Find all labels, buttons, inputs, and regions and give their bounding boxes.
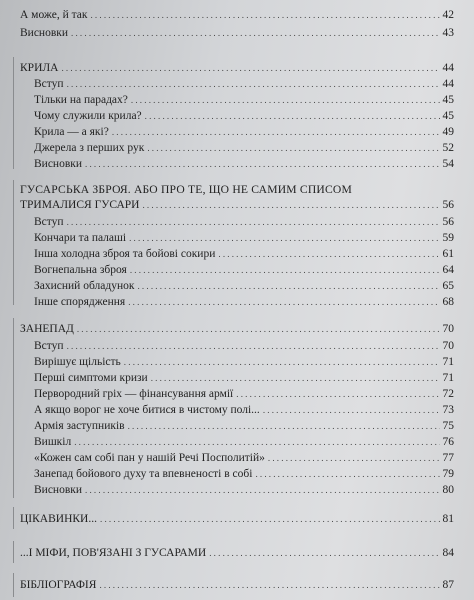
section-title: БІБЛІОГРАФІЯ	[20, 579, 97, 591]
bracket-rule-vertical	[13, 573, 14, 597]
leader-dots	[145, 109, 440, 123]
section-heading-myths	[20, 546, 454, 560]
entry-page: 72	[442, 388, 454, 400]
bracket-rule-vertical	[13, 318, 14, 498]
section-page: 70	[442, 323, 454, 335]
section-title: ЦІКАВИНКИ...	[20, 513, 97, 525]
toc-entry	[34, 467, 454, 481]
toc-entry	[34, 93, 454, 107]
entry-page: 75	[442, 420, 454, 432]
toc-entry	[34, 231, 454, 245]
toc-entry	[34, 279, 454, 293]
leader-dots	[71, 26, 439, 40]
entry-page: 52	[442, 142, 454, 154]
leader-dots	[142, 198, 439, 212]
leader-dots	[99, 578, 439, 592]
leader-dots	[137, 279, 439, 293]
section-page: 44	[442, 62, 454, 74]
entry-page: 64	[442, 264, 454, 276]
entry-page: 80	[442, 484, 454, 496]
toc-entry	[34, 419, 454, 433]
entry-page: 71	[442, 356, 454, 368]
entry-page: 71	[442, 372, 454, 384]
entry-page: 54	[442, 158, 454, 170]
entry-title: Крила — а які?	[34, 126, 109, 138]
entry-page: 44	[442, 78, 454, 90]
toc-entry	[20, 8, 454, 22]
entry-page: 45	[442, 110, 454, 122]
section-page: 81	[442, 513, 454, 525]
leader-dots	[151, 371, 440, 385]
section-heading-weapons	[20, 198, 454, 212]
toc-entry	[34, 141, 454, 155]
entry-page: 70	[442, 340, 454, 352]
entry-title: А може, й так	[20, 9, 88, 21]
bracket-rule-vertical	[13, 541, 14, 563]
section-title: КРИЛА	[20, 62, 59, 74]
toc-entry	[34, 371, 454, 385]
leader-dots	[218, 247, 439, 261]
entry-title: Вступ	[34, 340, 64, 352]
entry-title: «Кожен сам собі пан у нашій Речі Посполитій»	[34, 452, 265, 464]
toc-entry	[34, 339, 454, 353]
entry-title: Вступ	[34, 216, 64, 228]
entry-title: Джерела з перших рук	[34, 142, 145, 154]
entry-title: Вишкіл	[34, 436, 72, 448]
leader-dots	[67, 215, 440, 229]
entry-page: 68	[442, 296, 454, 308]
leader-dots	[147, 141, 439, 155]
leader-dots	[67, 339, 440, 353]
section-title: ...І МІФИ, ПОВ'ЯЗАНІ З ГУСАРАМИ	[20, 547, 207, 559]
leader-dots	[128, 419, 440, 433]
toc-entry	[34, 387, 454, 401]
toc-entry	[34, 215, 454, 229]
leader-dots	[255, 467, 439, 481]
toc-entry	[34, 125, 454, 139]
entry-page: 65	[442, 280, 454, 292]
section-page: 84	[442, 547, 454, 559]
toc-entry	[34, 157, 454, 171]
section-heading-line1: ГУСАРСЬКА ЗБРОЯ. АБО ПРО ТЕ, ЩО НЕ САМИМ СПИСОМ	[20, 183, 352, 196]
entry-page: 56	[442, 216, 454, 228]
toc-entry	[34, 77, 454, 91]
leader-dots	[77, 322, 440, 336]
entry-title: Первородний гріх — фінансування армії	[34, 388, 234, 400]
leader-dots	[129, 231, 439, 245]
leader-dots	[124, 355, 440, 369]
entry-title: Вирішує щільість	[34, 356, 121, 368]
entry-title: Інша холодна зброя та бойові сокири	[34, 248, 216, 260]
entry-page: 61	[442, 248, 454, 260]
section-heading-bibliography	[20, 578, 454, 592]
leader-dots	[131, 93, 440, 107]
entry-title: Висновки	[34, 158, 83, 170]
toc-entry	[34, 403, 454, 417]
entry-title: Перші симптоми кризи	[34, 372, 148, 384]
toc-entry	[34, 483, 454, 497]
section-page: 56	[442, 199, 454, 211]
entry-title: Кончари та палаші	[34, 232, 127, 244]
section-page: 87	[442, 579, 454, 591]
toc-entry	[34, 295, 454, 309]
bracket-rule-vertical	[13, 57, 14, 169]
leader-dots	[112, 125, 440, 139]
leader-dots	[268, 451, 440, 465]
leader-dots	[74, 435, 439, 449]
entry-page: 77	[442, 452, 454, 464]
leader-dots	[100, 512, 440, 526]
entry-page: 45	[442, 94, 454, 106]
toc-entry	[34, 109, 454, 123]
leader-dots	[67, 77, 440, 91]
entry-title: Вступ	[34, 78, 64, 90]
leader-dots	[61, 61, 439, 75]
entry-page: 43	[442, 27, 454, 39]
entry-page: 42	[442, 9, 454, 21]
entry-title: Вогнепальна зброя	[34, 264, 127, 276]
entry-page: 59	[442, 232, 454, 244]
entry-title: Висновки	[20, 27, 69, 39]
toc-entry	[20, 26, 454, 40]
section-title: ТРИМАЛИСЯ ГУСАРИ	[20, 199, 140, 211]
entry-title: Чому служили крила?	[34, 110, 142, 122]
entry-page: 49	[442, 126, 454, 138]
leader-dots	[236, 387, 439, 401]
leader-dots	[263, 403, 440, 417]
entry-title: А якщо ворог не хоче битися в чистому полі...	[34, 404, 260, 416]
toc-entry	[34, 247, 454, 261]
entry-title: Висновки	[34, 484, 83, 496]
entry-title: Захисний обладунок	[34, 280, 135, 292]
section-heading-kryla	[20, 61, 454, 75]
leader-dots	[90, 8, 439, 22]
section-heading-decline	[20, 322, 454, 336]
entry-title: Армія заступників	[34, 420, 125, 432]
leader-dots	[209, 546, 439, 560]
entry-title: Тільки на парадах?	[34, 94, 128, 106]
entry-title: Занепад бойового духу та впевненості в собі	[34, 468, 253, 480]
toc-entry	[34, 355, 454, 369]
leader-dots	[130, 263, 440, 277]
toc-entry	[34, 263, 454, 277]
toc-entry	[34, 435, 454, 449]
leader-dots	[85, 157, 439, 171]
section-title: ЗАНЕПАД	[20, 323, 74, 335]
entry-page: 73	[442, 404, 454, 416]
toc-entry	[34, 451, 454, 465]
bracket-rule-vertical	[13, 507, 14, 529]
bracket-rule-vertical	[13, 180, 14, 305]
entry-page: 79	[442, 468, 454, 480]
entry-page: 76	[442, 436, 454, 448]
section-heading-curiosities	[20, 512, 454, 526]
entry-title: Інше спорядження	[34, 296, 126, 308]
leader-dots	[128, 295, 439, 309]
leader-dots	[85, 483, 439, 497]
